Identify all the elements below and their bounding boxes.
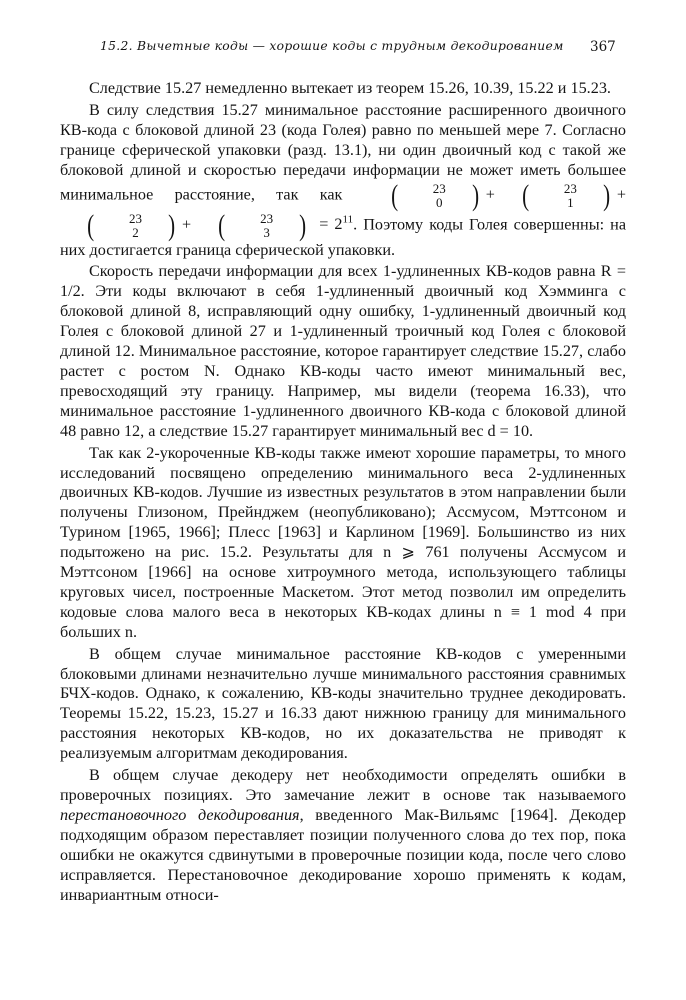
paragraph-golay-distance: В силу следствия 15.27 минимальное расстояние расширенного двоичного КВ-кода с блоковой длиной 23 (кода Голея) равно по меньшей мере 7. Согласно границе сферической упаковки (разд. 13.1), ни один двоичный код с такой же блоковой длиной и скоростью передачи информации не может иметь большее минимальное расстояние, так как ( 23 0 ) + ( 23 1 ) + ( 23 2 ) + ( 23 3 ) = $2^{11}$. Поэтому коды Голея совершенны: на них достигается граница сферической упаковки. (60, 100, 626, 259)
body-text (60, 79, 626, 907)
binomial-term: ( 23 0 ) (390, 178, 479, 212)
binomial-term: ( 23 3 ) (218, 208, 307, 242)
paragraph-text: . Поэтому коды Голея совершенны: на них достигается граница сферической упаковки. (60, 215, 626, 259)
paragraph-bch-comparison: В общем случае минимальное расстояние КВ-кодов с умеренными блоковыми длинами незначительно лучше минимального расстояния сравнимых БЧХ-кодов. Однако, к сожалению, КВ-коды значительно труднее декодировать. Теоремы 15.22, 15.23, 15.27 и 16.33 дают нижнюю границу для минимального расстояния некоторых КВ-кодов, но их доказательства не приводят к реализуемым алгоритмам декодирования. (60, 644, 626, 763)
paragraph-permutation-decoding: В общем случае декодеру нет необходимости определять ошибки в проверочных позициях. Это замечание лежит в основе так называемого перестановочного декодирования, введенного Мак-Вильямс [1964]. Декодер подходящим образом переставляет позиции полученного слова до тех пор, пока ошибки не окажутся сдвинутыми в проверочные позиции кода, после чего слово исправляется. Перестановочное декодирование хорошо применять к кодам, инвариантным относи- (60, 766, 626, 904)
binomial-term: ( 23 2 ) (87, 208, 176, 242)
formula-result: = $2^{11}$ (319, 213, 354, 234)
paragraph-rate: Скорость передачи информации для всех 1-удлиненных КВ-кодов равна R = 1/2. Эти коды включают в себя 1-удлиненный двоичный код Хэмминга с блоковой длиной 8, исправляющий одну ошибку, 1-удлиненный двоичный код Голея с блоковой длиной 27 и 1-удлиненный троичный код Голея с блоковой длиной 12. Минимальное расстояние, которое гарантирует следствие 15.27, слабо растет с ростом N. Однако КВ-коды часто имеют минимальный вес, превосходящий эту границу. Например, мы видели (теорема 16.33), что минимальное расстояние 1-удлиненного двоичного КВ-кода с блоковой длиной 48 равно 12, а следствие 15.27 гарантирует минимальный вес d = 10. (60, 262, 626, 440)
paragraph-corollary: Следствие 15.27 немедленно вытекает из теорем 15.26, 10.39, 15.22 и 15.23. (89, 79, 611, 97)
italic-term: перестановочного декодирования (60, 805, 300, 824)
page-number: 367 (590, 39, 616, 55)
paragraph-2-shortened: Так как 2-укороченные КВ-коды также имеют хорошие параметры, то много исследований посвящено определению минимального веса 2-удлиненных двоичных КВ-кодов. Лучшие из известных результатов в этом направлении были получены Глизоном, Прейнджем (неопубликовано); Ассмусом, Мэттсоном и Турином [1965, 1966]; Плесс [1963] и Карлином [1969]. Большинство из них подытожено на рис. 15.2. Результаты для n ⩾ 761 получены Ассмусом и Мэттсоном [1966] на основе хитроумного метода, использующего таблицы круговых чисел, построенные Маскетом. Этот метод позволил им определить кодовые слова малого веса в некоторых КВ-кодах длины n ≡ 1 mod 4 при больших n. (60, 443, 626, 641)
paragraph-text: В силу следствия 15.27 минимальное расстояние расширенного двоичного КВ-кода с блоковой длиной 23 (кода Голея) равно по меньшей мере 7. Согласно границе сферической упаковки (разд. 13.1), ни один двоичный код с такой же блоковой длиной и скоростью передачи информации не может иметь большее минимальное расстояние, так как (60, 100, 626, 204)
binomial-term: ( 23 1 ) (522, 178, 611, 212)
running-title: 15.2. Вычетные коды — хорошие коды с трудным декодированием (100, 39, 564, 53)
